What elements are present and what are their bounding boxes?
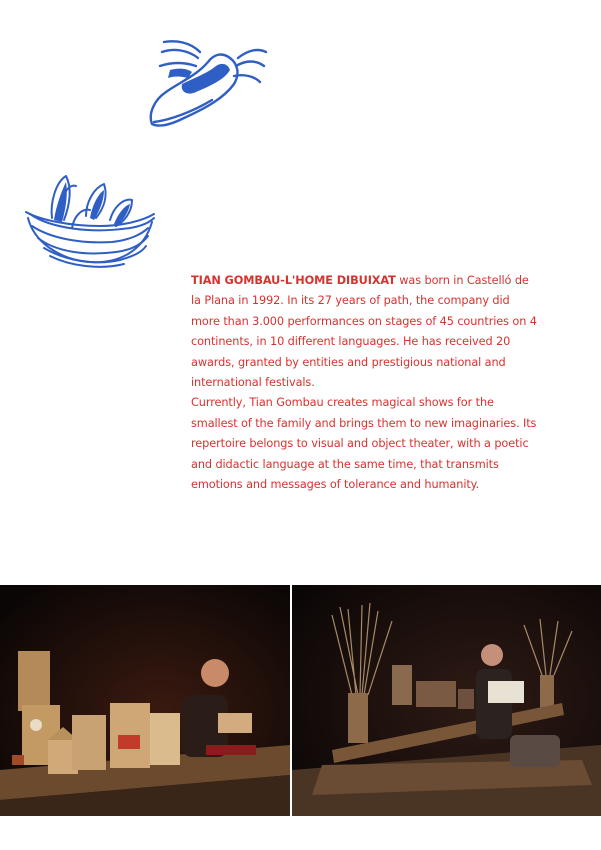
bio-paragraph-1 — [191, 271, 541, 393]
bio-paragraph-2: Currently, Tian Gombau creates magical shows for the smallest of the family and brings them to new imaginaries. Its repertoire belongs to visual and object theater, with a poetic and didactic language at the same time, that transmits emotions and messages of tolerance and humanity. — [191, 396, 537, 492]
company-bio — [191, 271, 541, 495]
stage-photo-left — [0, 585, 290, 816]
stage-photo-right — [292, 585, 601, 816]
nest-with-books-icon — [20, 168, 160, 278]
bio-paragraph-1-text: was born in Castelló de la Plana in 1992. In its 27 years of path, the company did more than 3.000 performances on stages of 45 countries on 4 continents, in 10 different languages. He has received 20 awards, granted by entities and prestigious national and international festivals. — [191, 274, 537, 390]
winged-shoe-icon — [140, 22, 270, 132]
company-name: TIAN GOMBAU-L'HOME DIBUIXAT — [191, 274, 396, 287]
